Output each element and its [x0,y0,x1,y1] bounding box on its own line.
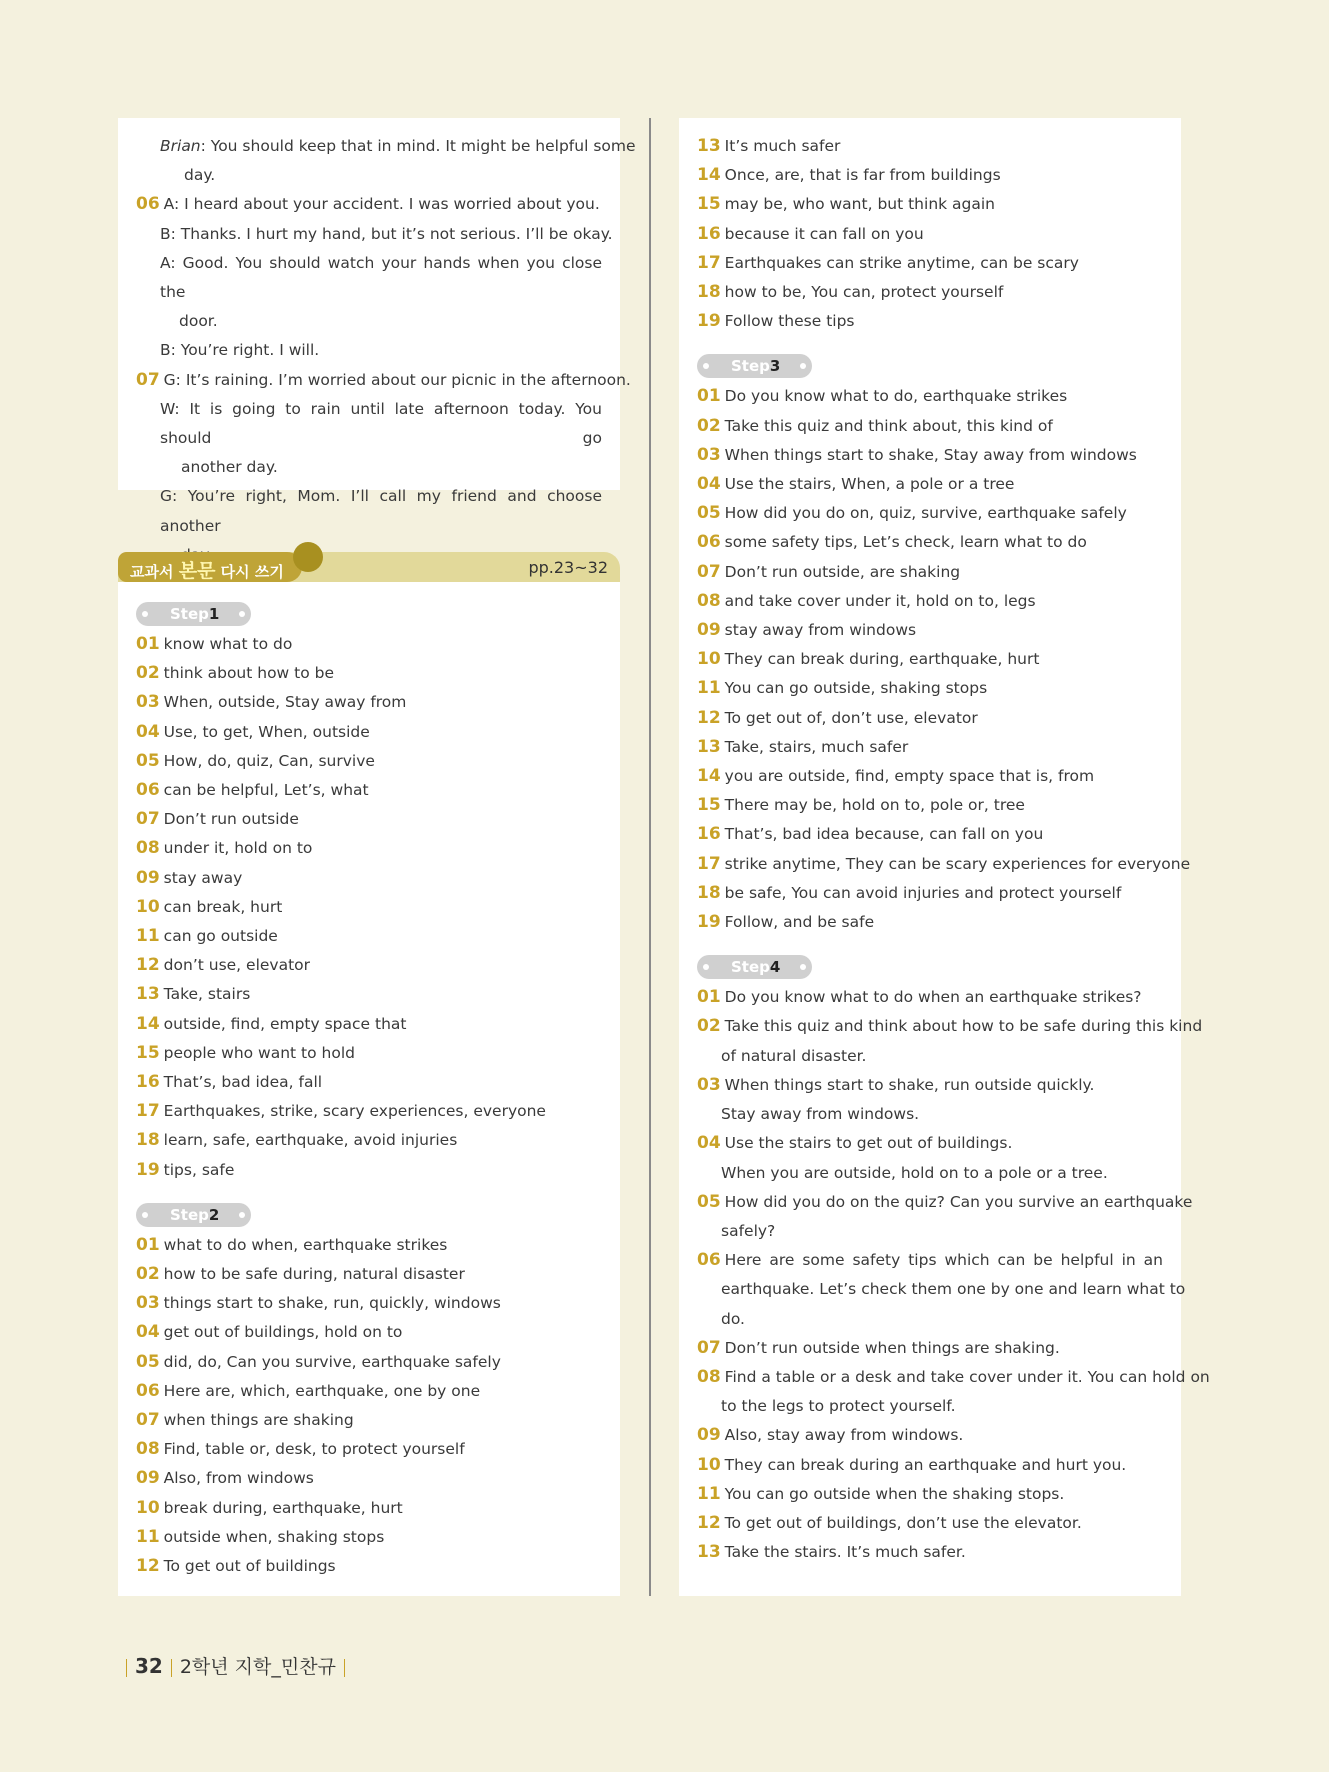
item-number: 18 [136,1130,160,1151]
dialog-line [136,249,602,307]
item-number: 18 [697,282,721,303]
item-text: You can go outside when the shaking stops. [724,1484,1065,1503]
dialog-line [136,453,602,482]
item-text: When things start to shake, run outside quickly. [724,1075,1095,1094]
answer-line [136,659,602,688]
dialog-text: day. [184,166,216,185]
item-number: 13 [697,736,721,757]
step-label-step2 [136,1203,251,1227]
step-header [697,949,1163,983]
dialog-text: another day. [181,458,278,477]
answer-line [136,747,602,776]
answer-line [697,733,1163,762]
item-number: 05 [136,750,160,771]
item-text: To get out of, don’t use, elevator [724,708,978,727]
answer-line [697,1305,1163,1334]
step-header [136,1197,602,1231]
answer-line [697,791,1163,820]
answer-line [136,1406,602,1435]
answer-line [697,1275,1186,1304]
answer-line [697,190,1163,219]
section-title-main: 본문 [178,560,216,582]
pill-dot [142,1212,148,1218]
item-number: 08 [136,1439,160,1460]
item-number: 16 [697,824,721,845]
item-text: Take this quiz and think about how to be safe during this kind [724,1017,1203,1036]
dialog-text: A: Good. You should watch your hands when you close the [160,253,602,302]
answer-line [697,1129,1163,1158]
left-answers-panel [118,582,620,1596]
answer-line [136,1260,602,1289]
pill-dot [142,611,148,617]
item-number: 12 [697,1512,721,1533]
dialog-text: W: It is going to rain until late afternoon today. You should go [160,399,602,448]
answer-line [136,1156,602,1185]
spacer [697,937,1163,949]
item-number: 15 [136,1042,160,1063]
item-number: 08 [697,1366,721,1387]
item-number: 13 [697,136,721,156]
answer-line [697,762,1163,791]
item-text: When you are outside, hold on to a pole or a tree. [721,1163,1108,1182]
item-text: Do you know what to do when an earthquake strikes? [724,988,1142,1007]
item-text: to the legs to protect yourself. [721,1397,956,1416]
item-text: outside when, shaking stops [163,1527,385,1546]
answer-line [136,630,602,659]
answer-line [136,864,602,893]
item-text: safely? [721,1221,776,1240]
item-number: 10 [136,896,160,917]
answer-line [697,674,1163,703]
answer-line [697,1159,1163,1188]
item-text: Take this quiz and think about, this kind of [724,416,1053,435]
item-number: 11 [136,1526,160,1547]
answer-line [697,161,1163,190]
item-text: Also, stay away from windows. [724,1426,964,1445]
answer-line [136,1231,602,1260]
step-number: 3 [769,357,781,376]
answer-line [697,1217,1163,1246]
step-number: 2 [208,1205,220,1224]
item-text: Stay away from windows. [721,1105,920,1124]
dialog-text: : You should keep that in mind. It might be helpful some [200,137,636,155]
item-text: Take, stairs [163,985,251,1004]
answer-line [697,1451,1163,1480]
item-text: can break, hurt [163,897,283,916]
item-number: 09 [697,620,721,641]
answer-line [697,908,1163,937]
item-text: break during, earthquake, hurt [163,1498,403,1517]
item-text: Earthquakes, strike, scary experiences, everyone [163,1102,546,1121]
item-number: 02 [697,415,721,436]
item-text: Follow these tips [724,312,855,331]
step-header [697,348,1163,382]
item-number: 07 [136,1410,160,1431]
right-answers-panel [679,118,1210,1596]
answer-line [136,951,602,980]
answer-line [136,1377,602,1406]
speaker-name: Brian [160,137,201,155]
item-number: 09 [697,1425,721,1446]
answer-line [697,850,1191,879]
item-number: 08 [697,590,721,611]
step-word: Step [731,958,770,977]
item-text: Follow, and be safe [724,913,875,932]
footer-divider [126,1659,127,1677]
item-number: 10 [697,1454,721,1475]
answer-line [136,893,602,922]
item-text: may be, who want, but think again [724,195,996,214]
item-text: Once, are, that is far from buildings [724,166,1001,185]
answer-line [136,805,602,834]
answer-line [697,558,1163,587]
step-label-step4 [697,955,812,979]
item-number: 04 [697,1133,721,1154]
spacer [697,336,1163,348]
item-number: 03 [697,1074,721,1095]
answer-line [697,820,1163,849]
answer-line [136,1010,602,1039]
item-text: Here are, which, earthquake, one by one [163,1381,481,1400]
item-text: be safe, You can avoid injuries and protect yourself [724,883,1122,902]
step-label-step1 [136,602,251,626]
item-text: How did you do on, quiz, survive, earthquake safely [724,504,1127,523]
item-text: stay away from windows [724,621,917,640]
pill-dot [239,611,245,617]
answer-line [697,1100,1163,1129]
item-number: 11 [697,1483,721,1504]
item-text: Find, table or, desk, to protect yourself [163,1440,465,1459]
item-text: Do you know what to do, earthquake strikes [724,387,1068,406]
item-text: some safety tips, Let’s check, learn what to do [724,533,1087,552]
item-number: 07 [136,369,160,390]
answer-line [697,1188,1193,1217]
item-text: How did you do on the quiz? Can you survive an earthquake [724,1192,1193,1211]
answer-line [697,249,1163,278]
page-footer [118,1652,353,1679]
answer-line [136,1289,602,1318]
dialog-line [136,395,602,453]
item-number: 06 [136,1380,160,1401]
answer-line [697,1042,1163,1071]
item-text: can be helpful, Let’s, what [163,781,369,800]
item-number: 07 [697,561,721,582]
dialog-text: A: I heard about your accident. I was worried about you. [163,195,600,214]
dialog-line [136,307,602,336]
answer-line [136,1464,602,1493]
item-number: 02 [136,663,160,684]
answer-line [697,1480,1163,1509]
column-divider [649,118,651,1596]
item-text: do. [721,1309,745,1328]
item-number: 19 [697,912,721,933]
item-text: They can break during an earthquake and hurt you. [724,1455,1127,1474]
item-number: 04 [136,1322,160,1343]
item-number: 12 [697,707,721,728]
dialog-text: G: You’re right, Mom. I’ll call my friend and choose another [160,487,602,535]
item-number: 01 [136,634,160,654]
item-number: 11 [136,926,160,947]
item-number: 15 [697,795,721,816]
answer-line [697,1246,1163,1275]
footer-divider [171,1659,172,1677]
item-number: 16 [136,1072,160,1093]
item-text: How, do, quiz, Can, survive [163,751,375,770]
dialog-line [136,336,602,365]
answer-line [136,688,602,717]
answer-line [697,220,1163,249]
answer-line [697,879,1163,908]
answer-line [697,616,1163,645]
section-title-prefix: 교과서 [130,563,174,581]
item-number: 03 [697,444,721,465]
answer-line [697,983,1163,1012]
item-text: strike anytime, They can be scary experiences for everyone [724,854,1191,873]
dialog-text: B: You’re right. I will. [160,341,320,360]
answer-line [136,1435,602,1464]
item-number: 01 [697,987,721,1008]
item-text: outside, find, empty space that [163,1014,407,1033]
answer-line [697,1363,1210,1392]
item-text: learn, safe, earthquake, avoid injuries [163,1131,458,1150]
answer-line [697,132,1163,161]
answer-line [697,1392,1163,1421]
item-number: 06 [697,532,721,553]
spacer [136,582,602,596]
dialog-text: B: Thanks. I hurt my hand, but it’s not serious. I’ll be okay. [160,224,613,243]
answer-line [136,1039,602,1068]
dialog-line [136,482,602,540]
answer-line [697,412,1163,441]
item-number: 01 [136,1234,160,1255]
item-number: 17 [697,853,721,874]
item-number: 10 [697,649,721,670]
answer-line [697,528,1163,557]
item-text: Earthquakes can strike anytime, can be scary [724,253,1079,272]
answer-line [697,441,1163,470]
item-text: Don’t run outside, are shaking [724,562,961,581]
item-text: When, outside, Stay away from [163,693,407,712]
item-number: 08 [136,838,160,859]
answer-line [136,1348,602,1377]
item-number: 05 [697,1191,721,1212]
answer-line [697,1509,1163,1538]
answer-line [697,307,1163,336]
item-text: and take cover under it, hold on to, legs [724,591,1036,610]
answer-line [697,1538,1163,1567]
item-number: 06 [697,1250,721,1271]
item-text: They can break during, earthquake, hurt [724,650,1040,669]
item-number: 12 [136,1556,160,1577]
item-number: 07 [136,809,160,830]
item-number: 02 [136,1264,160,1285]
item-text: tips, safe [163,1160,235,1179]
item-text: You can go outside, shaking stops [724,679,988,698]
item-number: 07 [697,1337,721,1358]
item-number: 18 [697,882,721,903]
dialog-line [136,366,631,395]
item-number: 04 [136,721,160,742]
item-number: 13 [136,984,160,1005]
item-number: 12 [136,955,160,976]
step-number: 1 [208,605,220,623]
footer-divider [344,1659,345,1677]
spacer [136,1185,602,1197]
item-number: 03 [136,692,160,713]
pill-dot [703,363,709,369]
section-header [118,552,620,582]
answer-line [136,1523,602,1552]
decorative-circle [293,542,323,572]
item-text: what to do when, earthquake strikes [163,1235,448,1254]
pill-dot [703,964,709,970]
pill-dot [800,964,806,970]
answer-line [136,922,602,951]
item-text: when things are shaking [163,1411,354,1430]
answer-line [136,980,602,1009]
answer-line [136,718,602,747]
item-number: 17 [697,252,721,273]
item-number: 13 [697,1542,721,1563]
item-text: Don’t run outside when things are shaking. [724,1338,1060,1357]
answer-line [136,1494,602,1523]
item-text: stay away [163,868,243,887]
answer-line [697,470,1163,499]
answer-line [697,1071,1163,1100]
answer-line [136,834,602,863]
item-text: how to be, You can, protect yourself [724,283,1004,302]
answer-line [697,278,1163,307]
item-number: 10 [136,1497,160,1518]
dialog-line [136,190,602,219]
item-number: 09 [136,1468,160,1489]
answer-line [697,499,1163,528]
item-number: 15 [697,194,721,215]
section-title-suffix: 다시 쓰기 [220,563,284,581]
answer-line [697,645,1163,674]
answer-line [136,1068,602,1097]
item-text: That’s, bad idea, fall [163,1073,323,1092]
item-text: think about how to be [163,664,335,683]
item-text: get out of buildings, hold on to [163,1323,403,1342]
item-number: 02 [697,1016,721,1037]
item-text: of natural disaster. [721,1046,867,1065]
item-number: 01 [697,386,721,407]
dialog-line [136,220,613,249]
item-number: 06 [136,194,160,215]
item-text: There may be, hold on to, pole or, tree [724,796,1025,815]
item-text: To get out of buildings [163,1557,336,1576]
step-header [136,596,602,630]
item-text: can go outside [163,927,278,946]
step-word: Step [731,357,770,376]
item-number: 19 [697,311,721,332]
answer-line [697,704,1163,733]
item-text: things start to shake, run, quickly, windows [163,1294,501,1313]
item-text: Here are some safety tips which can be helpful in an [724,1251,1163,1270]
item-text: Take the stairs. It’s much safer. [724,1543,966,1562]
dialog-panel [118,118,636,535]
answer-line [136,1552,602,1581]
dialog-text: door. [179,312,218,331]
answer-line [697,382,1163,411]
item-text: under it, hold on to [163,839,313,858]
item-text: Use, to get, When, outside [163,722,370,741]
item-text: Use the stairs, When, a pole or a tree [724,475,1015,494]
item-number: 03 [136,1293,160,1314]
item-number: 04 [697,474,721,495]
item-number: 09 [136,867,160,888]
item-number: 17 [136,1101,160,1122]
item-number: 19 [136,1159,160,1180]
pill-dot [239,1212,245,1218]
answer-line [697,1334,1163,1363]
item-text: Also, from windows [163,1469,314,1488]
item-text: Don’t run outside [163,810,299,829]
pill-dot [800,363,806,369]
item-text: Use the stairs to get out of buildings. [724,1134,1013,1153]
answer-line [697,1421,1163,1450]
item-number: 14 [697,766,721,787]
item-text: because it can fall on you [724,224,924,243]
item-text: how to be safe during, natural disaster [163,1265,465,1284]
page-range: pp.23~32 [528,558,608,577]
item-number: 14 [697,165,721,186]
item-text: That’s, bad idea because, can fall on you [724,825,1044,844]
footer-label: 2학년 지학_민찬규 [179,1656,336,1678]
step-word: Step [170,605,209,623]
item-text: don’t use, elevator [163,956,311,975]
answer-line [136,1126,602,1155]
item-text: It’s much safer [724,137,841,155]
item-text: earthquake. Let’s check them one by one and learn what to [721,1280,1186,1299]
item-text: you are outside, find, empty space that is, from [724,767,1095,786]
item-text: know what to do [163,635,293,653]
item-text: To get out of buildings, don’t use the elevator. [724,1513,1082,1532]
item-number: 05 [697,503,721,524]
answer-line [136,1318,602,1347]
item-number: 05 [136,1351,160,1372]
answer-line [136,776,602,805]
item-number: 11 [697,678,721,699]
item-text: Find a table or a desk and take cover under it. You can hold on [724,1367,1210,1386]
step-label-step3 [697,354,812,378]
step-number: 4 [769,958,781,977]
section-title [130,556,284,583]
item-text: Take, stairs, much safer [724,737,909,756]
step-word: Step [170,1205,209,1224]
item-text: When things start to shake, Stay away from windows [724,445,1137,464]
item-text: did, do, Can you survive, earthquake safely [163,1352,501,1371]
item-number: 06 [136,780,160,801]
dialog-line [136,132,636,161]
item-number: 16 [697,223,721,244]
answer-line [697,587,1163,616]
answer-line [697,1012,1203,1041]
item-number: 14 [136,1013,160,1034]
item-text: people who want to hold [163,1043,355,1062]
dialog-line [136,161,602,190]
dialog-text: G: It’s raining. I’m worried about our picnic in the afternoon. [163,370,631,389]
answer-line [136,1097,602,1126]
page-number: 32 [135,1654,163,1678]
